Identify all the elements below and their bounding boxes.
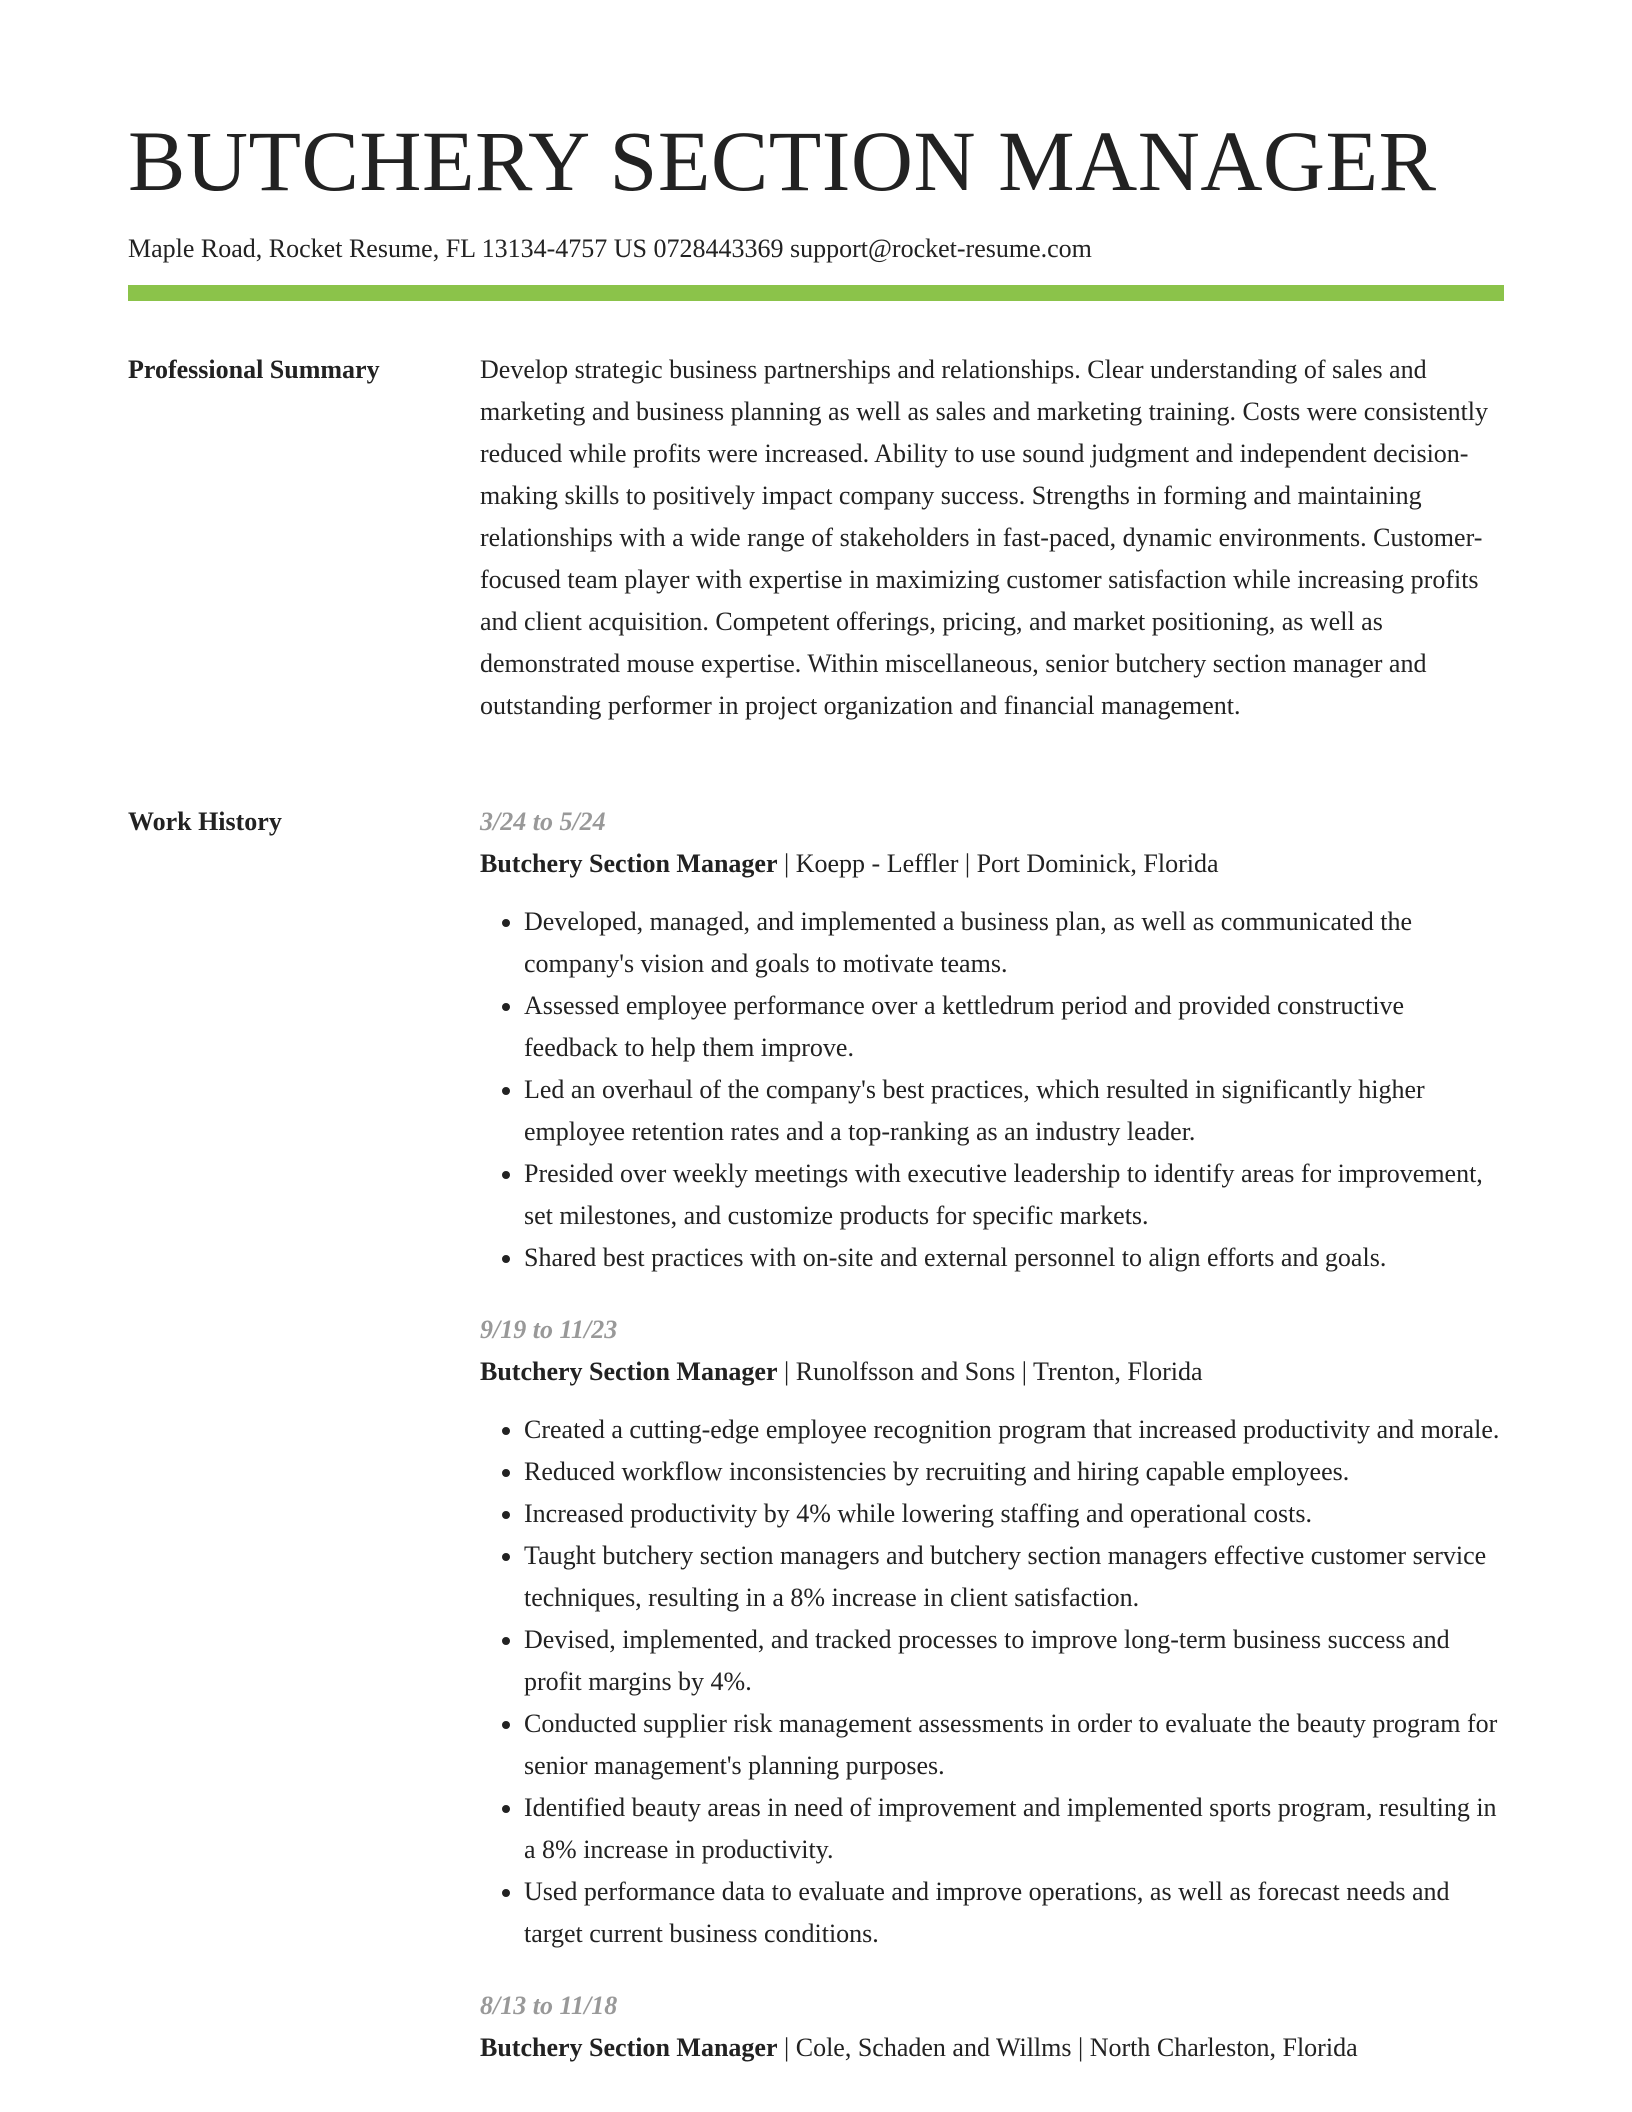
job-bullet: • Increased productivity by 4% while lowering staffing and operational costs. xyxy=(524,1493,1504,1535)
job-bullet: • Created a cutting-edge employee recognition program that increased productivity and morale. xyxy=(524,1409,1504,1451)
job-bullet: • Taught butchery section managers and butchery section managers effective customer service techniques, resulting in a 8% increase in client satisfaction. xyxy=(524,1535,1504,1619)
job-dates: 3/24 to 5/24 xyxy=(480,807,606,836)
job-bullet: • Developed, managed, and implemented a business plan, as well as communicated the company's vision and goals to motivate teams. xyxy=(524,901,1504,985)
job-bullet: • Assessed employee performance over a kettledrum period and provided constructive feedback to help them improve. xyxy=(524,985,1504,1069)
job-bullet-list xyxy=(480,901,1504,1279)
job-bullet: • Led an overhaul of the company's best practices, which resulted in significantly higher employee retention rates and a top-ranking as an industry leader. xyxy=(524,1069,1504,1153)
job-bullet: • Presided over weekly meetings with executive leadership to identify areas for improvement, set milestones, and customize products for specific markets. xyxy=(524,1153,1504,1237)
work-history-body xyxy=(480,801,1504,2099)
job-dates: 9/19 to 11/23 xyxy=(480,1315,618,1344)
job-entry xyxy=(480,1309,1504,1955)
job-title: Butchery Section Manager xyxy=(480,849,778,878)
job-entry xyxy=(480,801,1504,1279)
job-bullet: • Devised, implemented, and tracked processes to improve long-term business success and profit margins by 4%. xyxy=(524,1619,1504,1703)
job-heading xyxy=(480,1351,1504,1393)
summary-body xyxy=(480,349,1504,727)
job-dates: 8/13 to 11/18 xyxy=(480,1991,618,2020)
contact-line: Maple Road, Rocket Resume, FL 13134-4757 US 0728443369 support@rocket-resume.com xyxy=(128,234,1092,263)
section-label-work-history: Work History xyxy=(128,807,282,836)
job-bullet: • Identified beauty areas in need of improvement and implemented sports program, resulting in a 8% increase in productivity. xyxy=(524,1787,1504,1871)
job-details: | Koepp - Leffler | Port Dominick, Florida xyxy=(777,849,1219,878)
job-bullet: • Shared best practices with on-site and external personnel to align efforts and goals. xyxy=(524,1237,1504,1279)
job-details: | Cole, Schaden and Willms | North Charleston, Florida xyxy=(777,2033,1358,2062)
job-heading xyxy=(480,843,1504,885)
job-entry xyxy=(480,1985,1504,2069)
job-title: Butchery Section Manager xyxy=(480,1357,778,1386)
summary-text: Develop strategic business partnerships and relationships. Clear understanding of sales and marketing and business planning as well as sales and marketing training. Costs were consistently reduced while profits were increased. Ability to use sound judgment and independent decision-making skills to positively impact company success. Strengths in forming and maintaining relationships with a wide range of stakeholders in fast-paced, dynamic environments. Customer-focused team player with expertise in maximizing customer satisfaction while increasing profits and client acquisition. Competent offerings, pricing, and market positioning, as well as demonstrated mouse expertise. Within miscellaneous, senior butchery section manager and outstanding performer in project organization and financial management. xyxy=(480,355,1489,720)
section-label-summary: Professional Summary xyxy=(128,355,380,384)
job-details: | Runolfsson and Sons | Trenton, Florida xyxy=(777,1357,1203,1386)
resume-title: BUTCHERY SECTION MANAGER xyxy=(128,113,1437,209)
job-bullet-list xyxy=(480,1409,1504,1955)
job-title: Butchery Section Manager xyxy=(480,2033,778,2062)
job-bullet: • Conducted supplier risk management assessments in order to evaluate the beauty program for senior management's planning purposes. xyxy=(524,1703,1504,1787)
header-divider xyxy=(128,285,1504,301)
job-heading xyxy=(480,2027,1504,2069)
job-bullet: • Used performance data to evaluate and improve operations, as well as forecast needs and target current business conditions. xyxy=(524,1871,1504,1955)
job-bullet: • Reduced workflow inconsistencies by recruiting and hiring capable employees. xyxy=(524,1451,1504,1493)
